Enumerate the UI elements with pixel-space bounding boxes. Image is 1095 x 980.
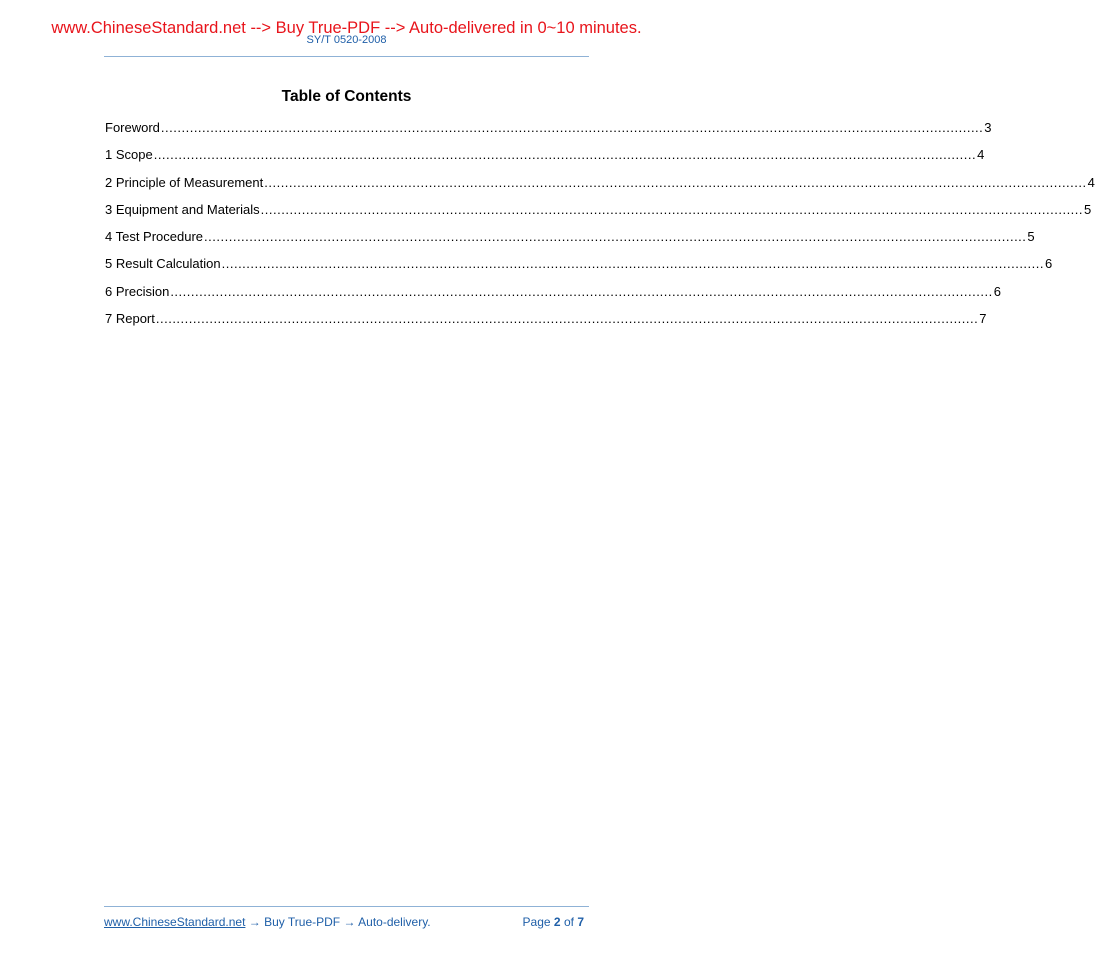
toc-entry-page: 4	[977, 147, 985, 163]
footer-promo	[104, 915, 431, 930]
toc-entry-principle[interactable]	[105, 174, 1095, 202]
toc-entry-page: 5	[1027, 229, 1035, 245]
toc-list	[105, 120, 1095, 338]
page-total: 7	[577, 915, 584, 929]
right-arrow-icon: →	[343, 915, 356, 929]
toc-entry-label: 4 Test Procedure	[105, 229, 204, 245]
toc-entry-page: 5	[1084, 201, 1092, 217]
toc-dot-leader: ........................................................................................................................................................................................................	[221, 256, 1044, 272]
toc-entry-label: 5 Result Calculation	[105, 256, 221, 272]
toc-dot-leader: ........................................................................................................................................................................................................	[170, 283, 993, 299]
toc-dot-leader: ........................................................................................................................................................................................................	[204, 229, 1027, 245]
toc-entry-scope[interactable]	[105, 147, 985, 174]
toc-entry-report[interactable]	[105, 311, 987, 338]
header-divider	[104, 56, 589, 57]
of-word: of	[563, 915, 574, 929]
toc-dot-leader: ........................................................................................................................................................................................................	[260, 201, 1084, 217]
footer-delivery-text: Auto-delivery.	[358, 915, 431, 929]
toc-dot-leader: ........................................................................................................................................................................................................	[264, 174, 1087, 190]
toc-entry-page: 7	[979, 311, 987, 327]
footer-site-link[interactable]: www.ChineseStandard.net	[104, 915, 246, 929]
page-current: 2	[553, 915, 561, 929]
toc-title: Table of Contents	[281, 88, 412, 105]
toc-entry-page: 3	[984, 120, 992, 135]
toc-dot-leader: ........................................................................................................................................................................................................	[160, 120, 984, 135]
toc-entry-equipment[interactable]	[105, 201, 1092, 229]
toc-entry-label: 2 Principle of Measurement	[105, 174, 264, 190]
toc-entry-precision[interactable]	[105, 283, 1001, 311]
right-arrow-icon: →	[248, 915, 261, 929]
toc-entry-label: 3 Equipment and Materials	[105, 201, 260, 217]
footer-buy-text: Buy True-PDF	[264, 915, 341, 929]
page-word: Page	[522, 915, 551, 929]
toc-entry-calculation[interactable]	[105, 256, 1053, 283]
toc-entry-procedure[interactable]	[105, 229, 1035, 256]
toc-entry-page: 6	[1045, 256, 1053, 272]
toc-entry-label: 1 Scope	[105, 147, 153, 163]
toc-entry-page: 4	[1087, 174, 1095, 190]
page-number	[523, 915, 584, 930]
toc-entry-page: 6	[993, 283, 1001, 299]
toc-dot-leader: ........................................................................................................................................................................................................	[155, 311, 979, 327]
standard-code: SY/T 0520-2008	[306, 34, 387, 46]
footer-divider	[104, 906, 589, 907]
toc-entry-label: Foreword	[105, 120, 160, 135]
promo-banner[interactable]: www.ChineseStandard.net --> Buy True-PDF --> Auto-delivered in 0~10 minutes.	[51, 19, 642, 37]
toc-dot-leader: ........................................................................................................................................................................................................	[153, 147, 977, 163]
toc-entry-label: 7 Report	[105, 311, 155, 327]
toc-entry-foreword[interactable]	[105, 120, 992, 147]
toc-entry-label: 6 Precision	[105, 283, 170, 299]
